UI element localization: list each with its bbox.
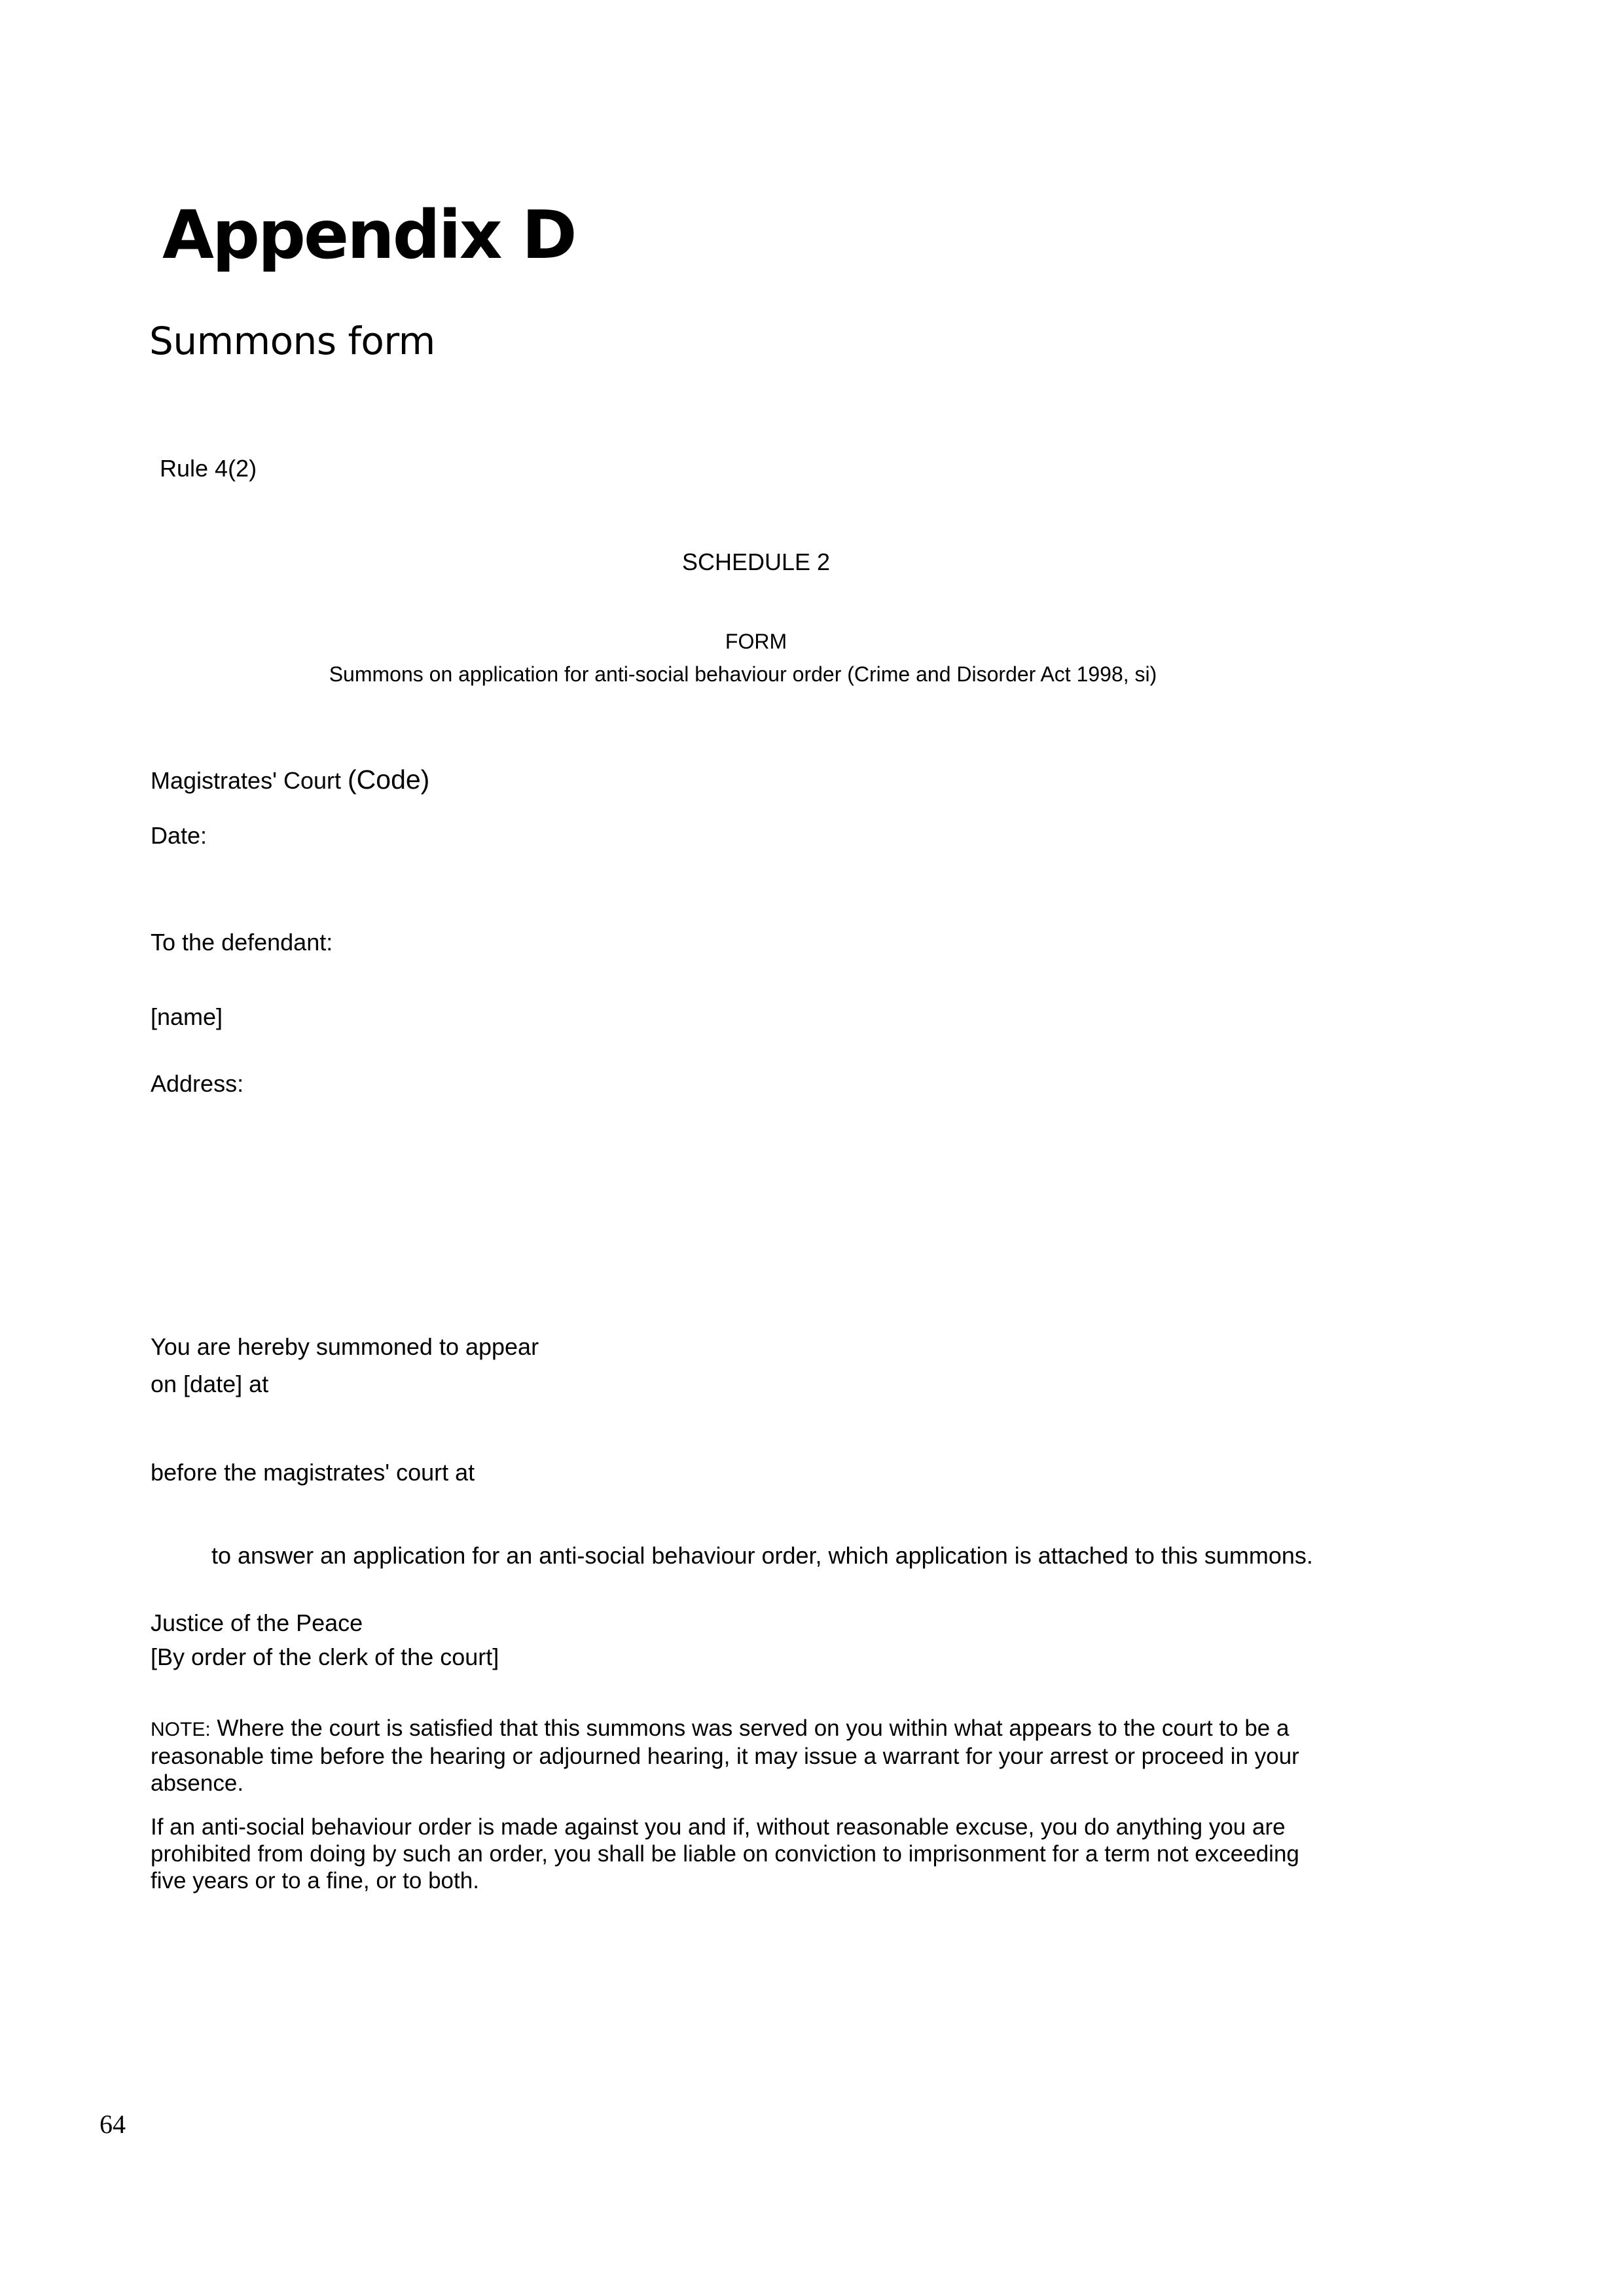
form-title: Summons on application for anti-social behaviour order (Crime and Disorder Act 1998, si) (329, 662, 1157, 686)
on-date-line: on [date] at (151, 1371, 269, 1397)
to-defendant-label: To the defendant: (151, 929, 333, 956)
page-subtitle: Summons form (149, 319, 435, 363)
rule-reference: Rule 4(2) (160, 455, 257, 482)
court-label: Magistrates' Court (151, 767, 341, 794)
note-paragraph (151, 1715, 1329, 1797)
date-label: Date: (151, 822, 208, 849)
court-line (151, 764, 429, 795)
form-label: FORM (725, 630, 787, 653)
court-code: (Code) (348, 764, 430, 795)
summoned-line: You are hereby summoned to appear (151, 1333, 539, 1360)
note-label: NOTE: (151, 1719, 211, 1740)
note-text: Where the court is satisfied that this summons was served on you within what appears to the court to be a reasonable time before the hearing or adjourned hearing, it may issue a warrant for your arrest or proceed in your absence. (151, 1715, 1299, 1796)
address-label: Address: (151, 1070, 244, 1097)
warning-paragraph: If an anti-social behaviour order is made against you and if, without reasonable excuse, you do anything you are prohibited from doing by such an order, you shall be liable on conviction to imprisonment for a term not exceeding five years or to a fine, or to both. (151, 1814, 1299, 1893)
justice-label: Justice of the Peace (151, 1609, 363, 1636)
answer-line: to answer an application for an anti-social behaviour order, which application is attached to this summons. (211, 1542, 1313, 1569)
name-placeholder: [name] (151, 1003, 223, 1030)
clerk-label: [By order of the clerk of the court] (151, 1643, 499, 1670)
before-court-line: before the magistrates' court at (151, 1459, 475, 1486)
page-number: 64 (99, 2109, 126, 2139)
schedule-heading: SCHEDULE 2 (681, 548, 831, 575)
page-title: Appendix D (162, 196, 575, 274)
